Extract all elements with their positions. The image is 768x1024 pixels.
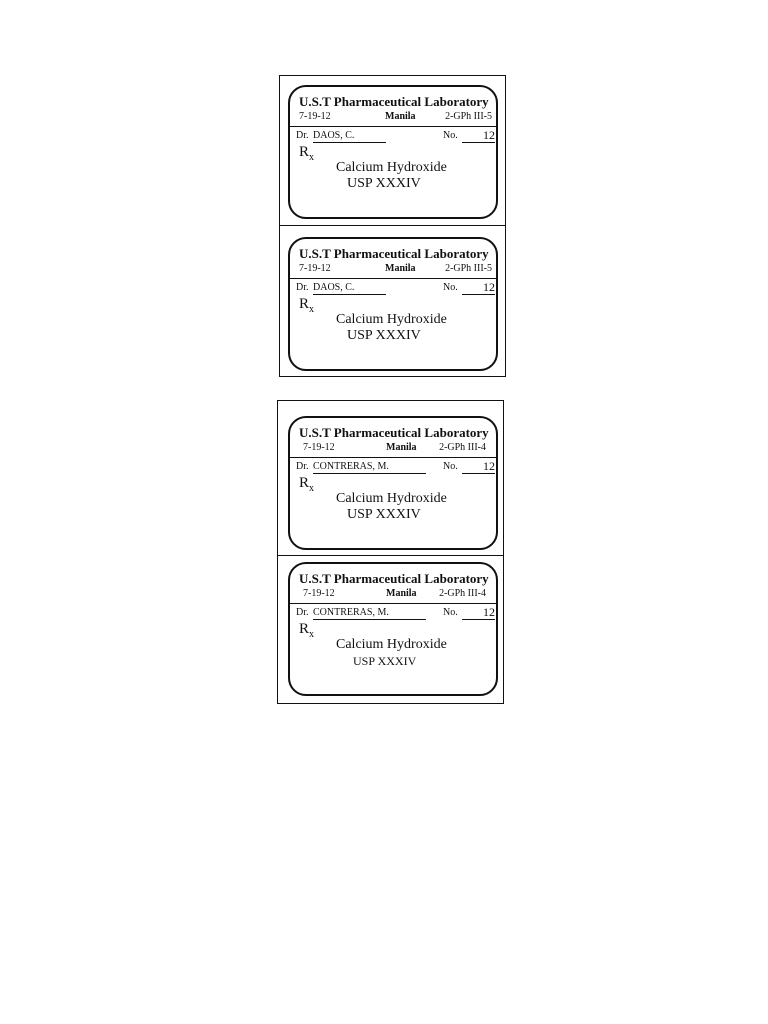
- label-sheet-group-2: [277, 400, 504, 704]
- doctor-row: [296, 280, 495, 296]
- doctor-row: [296, 459, 495, 475]
- header-rule: [290, 457, 496, 458]
- label-date: 7-19-12: [299, 111, 331, 122]
- drug-name: Calcium Hydroxide: [336, 160, 447, 175]
- label-city: Manila: [385, 111, 416, 122]
- meta-row: [299, 111, 492, 125]
- prescription-number: 12: [462, 606, 495, 620]
- lab-name: U.S.T Pharmaceutical Laboratory: [299, 94, 489, 109]
- header-rule: [290, 603, 496, 604]
- lab-name: U.S.T Pharmaceutical Laboratory: [299, 571, 489, 586]
- number-prefix: No.: [443, 130, 458, 141]
- rx-letter: R: [299, 621, 310, 637]
- doctor-prefix: Dr.: [296, 282, 309, 293]
- label-city: Manila: [386, 442, 417, 453]
- drug-name: Calcium Hydroxide: [336, 491, 447, 506]
- rx-symbol: [299, 144, 314, 161]
- number-prefix: No.: [443, 461, 458, 472]
- doctor-prefix: Dr.: [296, 130, 309, 141]
- doctor-prefix: Dr.: [296, 461, 309, 472]
- rx-letter: R: [299, 475, 310, 491]
- class-section: 2-GPh III-5: [445, 111, 492, 122]
- rx-label-4: [288, 562, 498, 696]
- group-divider: [280, 225, 505, 226]
- header-rule: [290, 278, 496, 279]
- drug-name: Calcium Hydroxide: [336, 637, 447, 652]
- doctor-name: CONTRERAS, M.: [313, 461, 426, 474]
- drug-standard: USP XXXIV: [353, 654, 417, 668]
- rx-subscript: x: [309, 629, 315, 640]
- rx-letter: R: [299, 144, 310, 160]
- rx-symbol: [299, 296, 314, 313]
- prescription-number: 12: [462, 460, 495, 474]
- doctor-row: [296, 128, 495, 144]
- rx-symbol: [299, 475, 314, 492]
- group-divider: [278, 555, 503, 556]
- doctor-name: DAOS, C.: [313, 130, 386, 143]
- drug-name: Calcium Hydroxide: [336, 312, 447, 327]
- rx-label-3: [288, 416, 498, 550]
- drug-standard: USP XXXIV: [347, 176, 421, 191]
- class-section: 2-GPh III-5: [445, 263, 492, 274]
- prescription-number: 12: [462, 281, 495, 295]
- class-section: 2-GPh III-4: [439, 442, 486, 453]
- rx-subscript: x: [309, 304, 315, 315]
- number-prefix: No.: [443, 282, 458, 293]
- lab-name: U.S.T Pharmaceutical Laboratory: [299, 425, 489, 440]
- header-rule: [290, 126, 496, 127]
- rx-letter: R: [299, 296, 310, 312]
- rx-label-2: [288, 237, 498, 371]
- rx-subscript: x: [309, 483, 315, 494]
- lab-name: U.S.T Pharmaceutical Laboratory: [299, 246, 489, 261]
- drug-standard: USP XXXIV: [347, 328, 421, 343]
- prescription-number: 12: [462, 129, 495, 143]
- rx-subscript: x: [309, 152, 315, 163]
- label-city: Manila: [386, 588, 417, 599]
- number-prefix: No.: [443, 607, 458, 618]
- rx-label-1: [288, 85, 498, 219]
- doctor-row: [296, 605, 495, 621]
- rx-symbol: [299, 621, 314, 638]
- class-section: 2-GPh III-4: [439, 588, 486, 599]
- meta-row: [303, 442, 492, 456]
- meta-row: [303, 588, 492, 602]
- label-date: 7-19-12: [303, 442, 335, 453]
- label-city: Manila: [385, 263, 416, 274]
- doctor-prefix: Dr.: [296, 607, 309, 618]
- doctor-name: DAOS, C.: [313, 282, 386, 295]
- label-date: 7-19-12: [303, 588, 335, 599]
- doctor-name: CONTRERAS, M.: [313, 607, 426, 620]
- drug-standard: USP XXXIV: [347, 507, 421, 522]
- label-date: 7-19-12: [299, 263, 331, 274]
- label-sheet-group-1: [279, 75, 506, 377]
- meta-row: [299, 263, 492, 277]
